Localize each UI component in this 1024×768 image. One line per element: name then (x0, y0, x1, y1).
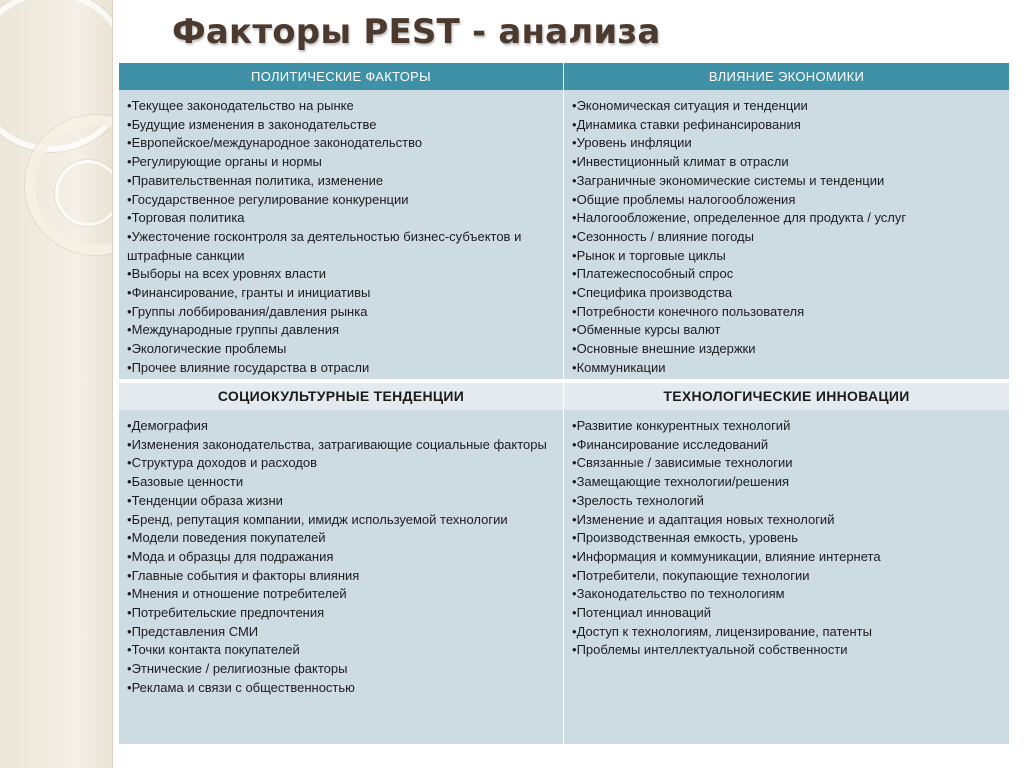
list-item: • Бренд, репутация компании, имидж используемой технологии (127, 511, 557, 530)
list-item: • Группы лоббирования/давления рынка (127, 303, 557, 322)
technological-header: ТЕХНОЛОГИЧЕСКИЕ ИННОВАЦИИ (564, 383, 1009, 410)
list-item: • Общие проблемы налогообложения (572, 191, 1003, 210)
list-item: • Экологические проблемы (127, 340, 557, 359)
list-item: • Потребности конечного пользователя (572, 303, 1003, 322)
list-item: • Модели поведения покупателей (127, 529, 557, 548)
list-item: • Экономическая ситуация и тенденции (572, 97, 1003, 116)
list-item: • Ужесточение госконтроля за деятельностью бизнес-субъектов и штрафные санкции (127, 228, 557, 265)
technological-cell (564, 410, 1009, 745)
list-item: • Тенденции образа жизни (127, 492, 557, 511)
social-header: СОЦИОКУЛЬТУРНЫЕ ТЕНДЕНЦИИ (119, 383, 564, 410)
list-item: • Финансирование исследований (572, 436, 1003, 455)
list-item: • Финансирование, гранты и инициативы (127, 284, 557, 303)
list-item: • Точки контакта покупателей (127, 641, 557, 660)
list-item: • Торговая политика (127, 209, 557, 228)
list-item: • Структура доходов и расходов (127, 454, 557, 473)
list-item: • Связанные / зависимые технологии (572, 454, 1003, 473)
list-item: • Международные группы давления (127, 321, 557, 340)
list-item: • Обменные курсы валют (572, 321, 1003, 340)
list-item: • Инвестиционный климат в отрасли (572, 153, 1003, 172)
list-item: • Изменение и адаптация новых технологий (572, 511, 1003, 530)
list-item: • Текущее законодательство на рынке (127, 97, 557, 116)
list-item: • Выборы на всех уровнях власти (127, 265, 557, 284)
body-row-bottom (119, 410, 1009, 745)
body-row-top (119, 90, 1009, 380)
list-item: • Развитие конкурентных технологий (572, 417, 1003, 436)
list-item: • Динамика ставки рефинансирования (572, 116, 1003, 135)
list-item: • Потенциал инноваций (572, 604, 1003, 623)
list-item: • Замещающие технологии/решения (572, 473, 1003, 492)
social-list (127, 417, 557, 698)
political-cell (119, 90, 564, 380)
list-item: • Доступ к технологиям, лицензирование, патенты (572, 623, 1003, 642)
economic-header: ВЛИЯНИЕ ЭКОНОМИКИ (564, 63, 1009, 90)
list-item: • Прочее влияние государства в отрасли (127, 359, 557, 378)
list-item: • Производственная емкость, уровень (572, 529, 1003, 548)
political-header: ПОЛИТИЧЕСКИЕ ФАКТОРЫ (119, 63, 564, 90)
list-item: • Уровень инфляции (572, 134, 1003, 153)
list-item: • Мнения и отношение потребителей (127, 585, 557, 604)
list-item: • Демография (127, 417, 557, 436)
list-item: • Потребители, покупающие технологии (572, 567, 1003, 586)
list-item: • Главные события и факторы влияния (127, 567, 557, 586)
list-item: • Зрелость технологий (572, 492, 1003, 511)
list-item: • Потребительские предпочтения (127, 604, 557, 623)
header-row-bottom (119, 383, 1009, 410)
list-item: • Реклама и связи с общественностью (127, 679, 557, 698)
list-item: • Информация и коммуникации, влияние интернета (572, 548, 1003, 567)
political-list (127, 97, 557, 378)
list-item: • Основные внешние издержки (572, 340, 1003, 359)
list-item: • Законодательство по технологиям (572, 585, 1003, 604)
list-item: • Заграничные экономические системы и тенденции (572, 172, 1003, 191)
economic-list (572, 97, 1003, 378)
pest-table (119, 63, 1009, 745)
social-cell (119, 410, 564, 745)
list-item: • Платежеспособный спрос (572, 265, 1003, 284)
list-item: • Сезонность / влияние погоды (572, 228, 1003, 247)
slide-title: Факторы PEST - анализа (172, 12, 661, 52)
list-item: • Мода и образцы для подражания (127, 548, 557, 567)
list-item: • Регулирующие органы и нормы (127, 153, 557, 172)
list-item: • Европейское/международное законодательство (127, 134, 557, 153)
economic-cell (564, 90, 1009, 380)
list-item: • Изменения законодательства, затрагивающие социальные факторы (127, 436, 557, 455)
header-row-top (119, 63, 1009, 90)
list-item: • Проблемы интеллектуальной собственности (572, 641, 1003, 660)
list-item: • Специфика производства (572, 284, 1003, 303)
list-item: • Этнические / религиозные факторы (127, 660, 557, 679)
list-item: • Рынок и торговые циклы (572, 247, 1003, 266)
decorative-left-band (0, 0, 113, 768)
list-item: • Налогообложение, определенное для продукта / услуг (572, 209, 1003, 228)
list-item: • Представления СМИ (127, 623, 557, 642)
list-item: • Коммуникации (572, 359, 1003, 378)
list-item: • Правительственная политика, изменение (127, 172, 557, 191)
list-item: • Базовые ценности (127, 473, 557, 492)
list-item: • Будущие изменения в законодательстве (127, 116, 557, 135)
list-item: • Государственное регулирование конкуренции (127, 191, 557, 210)
technological-list (572, 417, 1003, 660)
decorative-ring (55, 160, 113, 226)
